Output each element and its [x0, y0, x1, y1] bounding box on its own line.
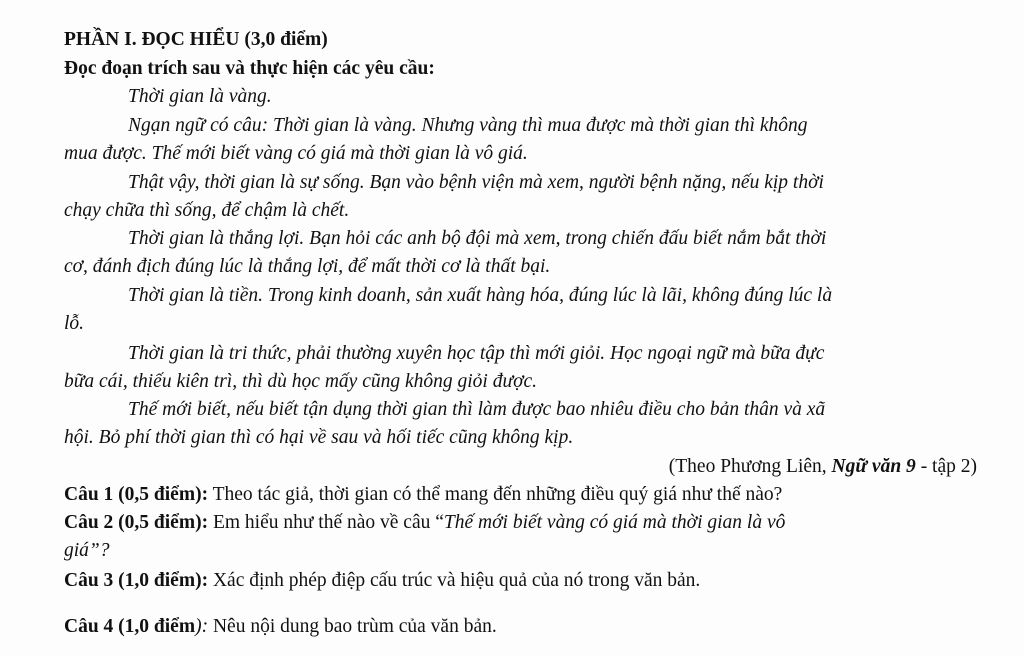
question-3: [64, 570, 700, 592]
source-citation: [669, 456, 977, 478]
question-2: [64, 512, 785, 534]
paragraph-5-line-2: bữa cái, thiếu kiên trì, thì dù học mấy cũng không giỏi được.: [64, 371, 538, 392]
section-title: PHẦN I. ĐỌC HIỂU (3,0 điểm): [64, 29, 328, 50]
paragraph-4-line-2: lỗ.: [64, 313, 85, 334]
question-3-text: Xác định phép điệp cấu trúc và hiệu quả của nó trong văn bản.: [208, 570, 701, 591]
source-suffix: - tập 2): [915, 456, 977, 477]
question-1-label: Câu 1 (0,5 điểm):: [64, 484, 209, 505]
paragraph-5-line-1: Thời gian là tri thức, phải thường xuyên học tập thì mới giỏi. Học ngoại ngữ mà bữa đực: [128, 343, 825, 364]
paragraph-6-line-2: hội. Bỏ phí thời gian thì có hại về sau và hối tiếc cũng không kịp.: [64, 427, 574, 448]
question-1-text: Theo tác giả, thời gian có thể mang đến những điều quý giá như thế nào?: [208, 484, 783, 505]
question-1: [64, 484, 782, 506]
question-2-text: Em hiểu như thế nào về câu “: [208, 512, 444, 533]
paragraph-1-line-2: mua được. Thế mới biết vàng có giá mà thời gian là vô giá.: [64, 143, 528, 164]
source-book: Ngữ văn 9: [831, 456, 916, 477]
question-2-continuation: giá”?: [64, 540, 110, 561]
paragraph-4-line-1: Thời gian là tiền. Trong kinh doanh, sản xuất hàng hóa, đúng lúc là lãi, không đúng lúc là: [128, 285, 833, 306]
section-instruction: Đọc đoạn trích sau và thực hiện các yêu cầu:: [64, 58, 435, 79]
question-2-label: Câu 2 (0,5 điểm):: [64, 512, 209, 533]
paragraph-2-line-2: chạy chữa thì sống, để chậm là chết.: [64, 200, 350, 221]
paragraph-6-line-1: Thế mới biết, nếu biết tận dụng thời gian thì làm được bao nhiêu điều cho bản thân và xã: [128, 399, 826, 420]
passage-title: Thời gian là vàng.: [128, 86, 272, 107]
paragraph-3-line-2: cơ, đánh địch đúng lúc là thắng lợi, để mất thời cơ là thất bại.: [64, 256, 551, 277]
question-4-label-tail: ):: [195, 616, 209, 637]
question-2-quote: Thế mới biết vàng có giá mà thời gian là vô: [443, 512, 786, 533]
question-4-label: Câu 4 (1,0 điểm: [64, 616, 196, 637]
question-4: [64, 616, 497, 638]
question-4-text: Nêu nội dung bao trùm của văn bản.: [208, 616, 497, 637]
paragraph-1-line-1: Ngạn ngữ có câu: Thời gian là vàng. Nhưng vàng thì mua được mà thời gian thì không: [128, 115, 808, 136]
source-prefix: (Theo Phương Liên,: [668, 456, 832, 477]
question-3-label: Câu 3 (1,0 điểm):: [64, 570, 209, 591]
paragraph-2-line-1: Thật vậy, thời gian là sự sống. Bạn vào bệnh viện mà xem, người bệnh nặng, nếu kịp thời: [128, 172, 824, 193]
paragraph-3-line-1: Thời gian là thắng lợi. Bạn hỏi các anh bộ đội mà xem, trong chiến đấu biết nắm bắt thời: [128, 228, 827, 249]
